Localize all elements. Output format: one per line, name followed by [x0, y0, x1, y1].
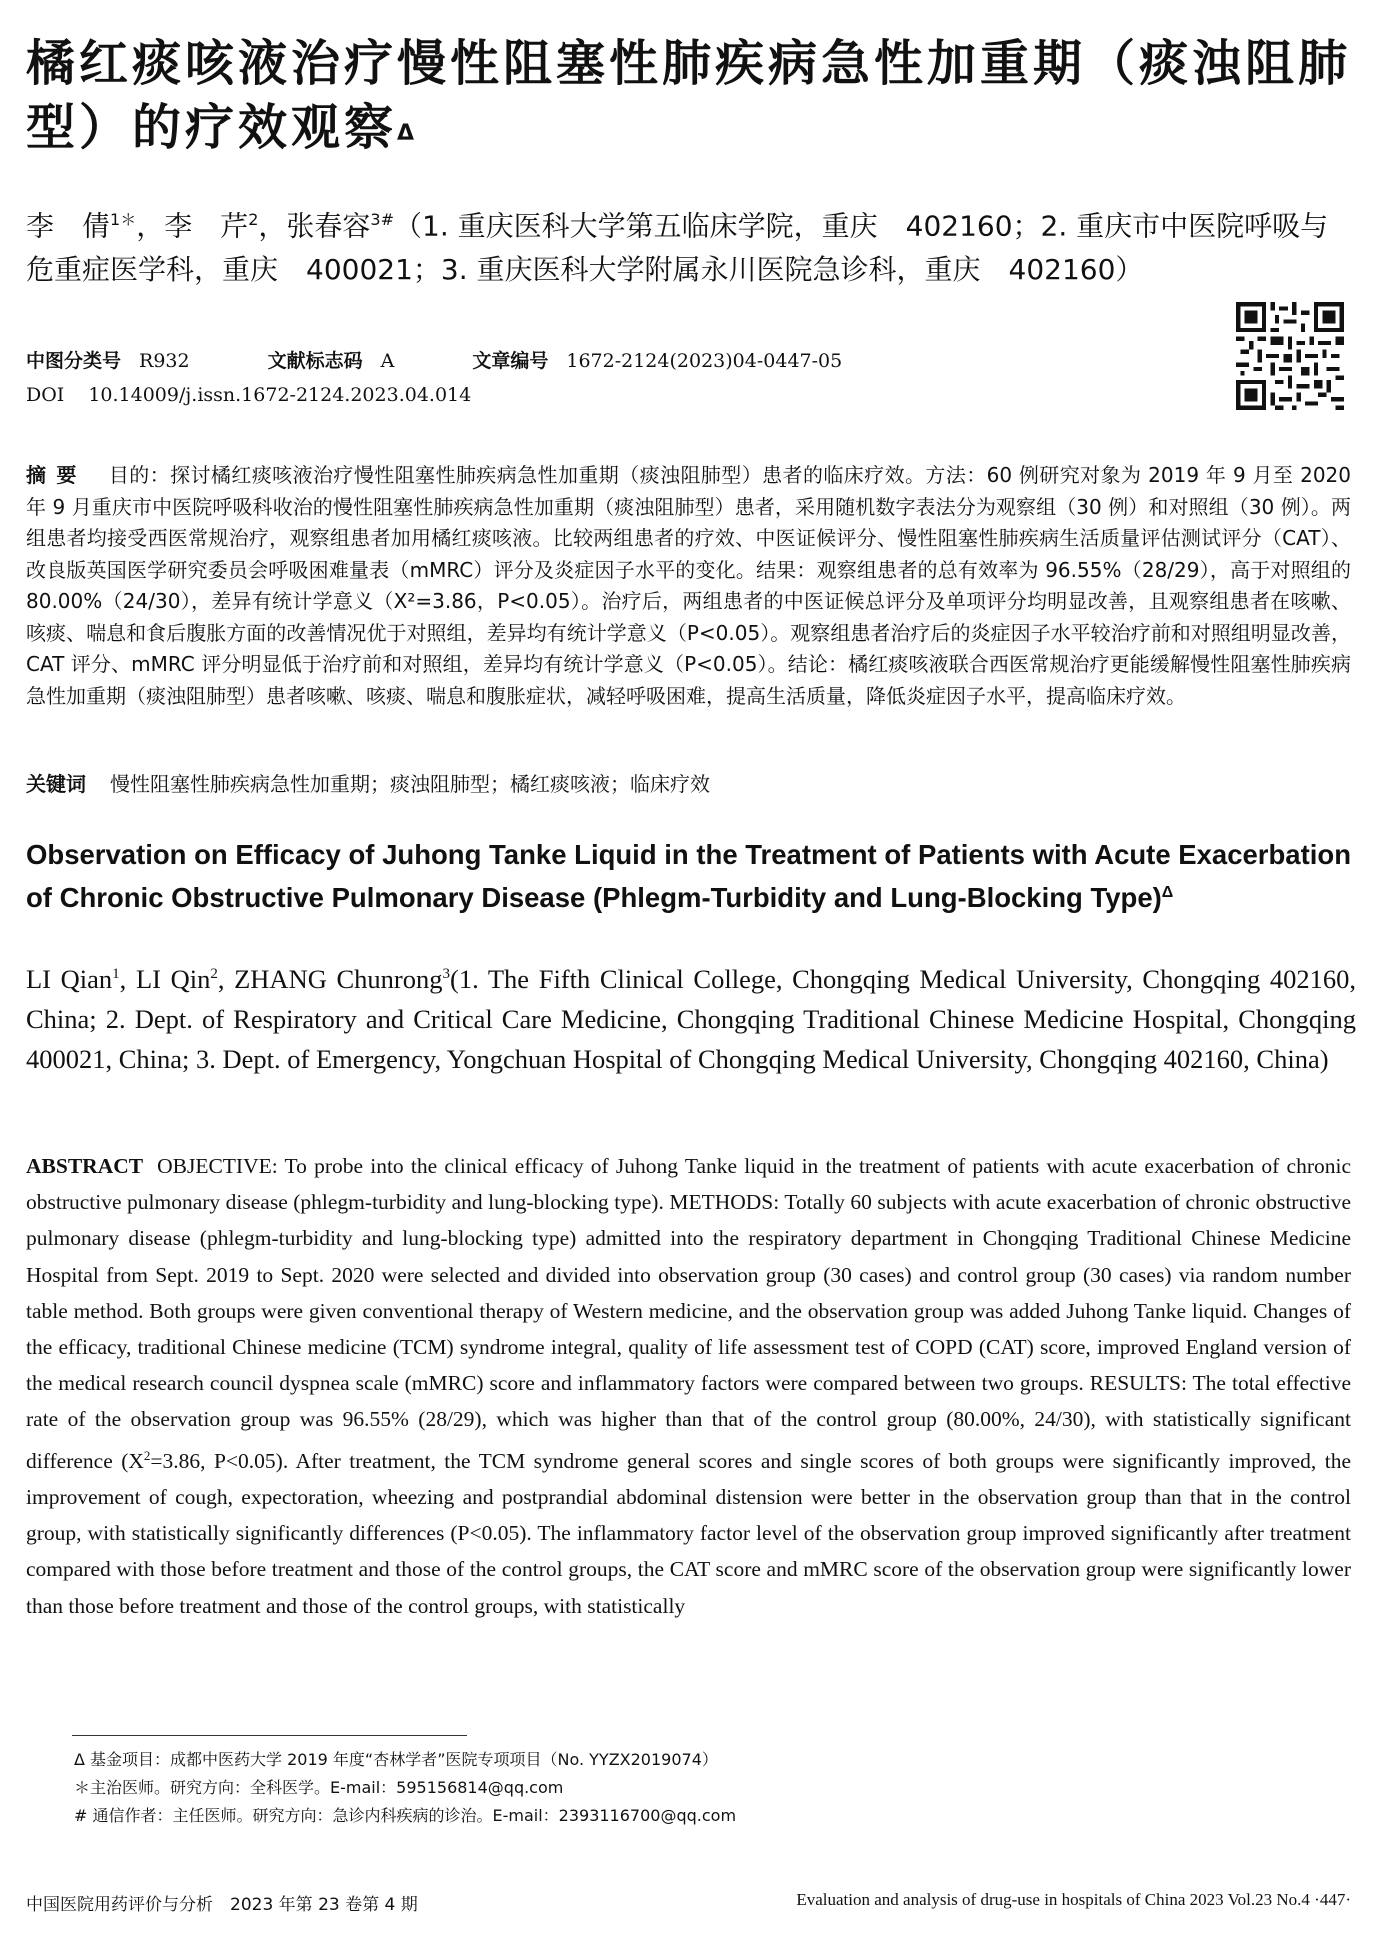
author-en-3-sup: 3: [442, 966, 450, 982]
footnote-author: ＊主治医师。研究方向：全科医学。E-mail：595156814@qq.com: [74, 1778, 564, 1797]
author-cn-1-sup: 1＊: [110, 210, 137, 229]
clc-value: R932: [139, 350, 190, 372]
footnote-divider: [72, 1735, 467, 1736]
abstract-en-text-2: =3.86, P<0.05). After treatment, the TCM syndrome general scores and single scores of both groups were significantly improved, the improvement of cough, expectoration, wheezing and postprandial abdominal distension were better in the observation group than that in the control group, with statistically significantly differences (P<0.05). The inflammatory factor level of the observation group improved significantly after treatment compared with those before treatment and those of the control groups, the CAT score and mMRC score of the observation group were significantly lower than those before treatment and those of the control groups, with statistically: [26, 1448, 1352, 1618]
footnote-fund: Δ 基金项目：成都中医药大学 2019 年度“杏林学者”医院专项项目（No. YYZX2019074）: [74, 1750, 718, 1769]
doi-value: 10.14009/j.issn.1672-2124.2023.04.014: [88, 384, 472, 406]
keywords-cn-text: 慢性阻塞性肺疾病急性加重期；痰浊阻肺型；橘红痰咳液；临床疗效: [110, 772, 710, 796]
keywords-cn: [26, 768, 710, 797]
keywords-cn-label: 关键词: [26, 772, 86, 796]
abstract-en-label: ABSTRACT: [26, 1154, 144, 1178]
authors-cn: [26, 198, 1356, 292]
authors-en: [26, 954, 1356, 1079]
title-en-fund-mark: Δ: [1161, 884, 1174, 901]
author-cn-1: 李 倩: [26, 209, 111, 243]
qr-code-icon[interactable]: [1236, 302, 1344, 410]
doi-line: [26, 384, 471, 406]
author-cn-2-sup: 2: [248, 210, 259, 229]
footer-journal-cn: 中国医院用药评价与分析 2023 年第 23 卷第 4 期: [26, 1895, 418, 1915]
title-en-text: Observation on Efficacy of Juhong Tanke Liquid in the Treatment of Patients with Acute Exacerbation of Chronic Obstructive Pulmonary Disease (Phlegm-Turbidity and Lung-Blocking Type): [26, 839, 1351, 914]
author-en-1-sup: 1: [112, 966, 120, 982]
article-no-label: 文章编号: [472, 350, 549, 372]
affiliations-en: (1. The Fifth Clinical College, Chongqing Medical University, Chongqing 402160, China; 2. Dept. of Respiratory and Critical Care Medicine, Chongqing Traditional Chinese Medicine Hospital, Chongqing 400021, China; 3. Dept. of Emergency, Yongchuan Hospital of Chongqing Medical University, Chongqing 402160, China): [26, 963, 1356, 1074]
author-cn-3-sup: 3#: [370, 210, 395, 229]
author-cn-3: ，张春容: [258, 209, 371, 243]
title-cn-text: 橘红痰咳液治疗慢性阻塞性肺疾病急性加重期（痰浊阻肺型）的疗效观察: [26, 35, 1352, 156]
affiliations-cn: （1. 重庆医科大学第五临床学院，重庆 402160；2. 重庆市中医院呼吸与危重症医学科，重庆 400021；3. 重庆医科大学附属永川医院急诊科，重庆 402160）: [26, 209, 1329, 287]
abstract-en-text-1: OBJECTIVE: To probe into the clinical efficacy of Juhong Tanke liquid in the treatment of patients with acute exacerbation of chronic obstructive pulmonary disease (phlegm-turbidity and lung-blocking type). METHODS: Totally 60 subjects with acute exacerbation of chronic obstructive pulmonary disease (phlegm-turbidity and lung-blocking type) admitted into the respiratory department in Chongqing Traditional Chinese Medicine Hospital from Sept. 2019 to Sept. 2020 were selected and divided into observation group (30 cases) and control group (30 cases) via random number table method. Both groups were given conventional therapy of Western medicine, and the observation group was added Juhong Tanke liquid. Changes of the efficacy, traditional Chinese medicine (TCM) syndrome integral, quality of life assessment test of COPD (CAT) score, improved England version of the medical research council dyspnea scale (mMRC) score and inflammatory factors were compared between two groups. RESULTS: The total effective rate of the observation group was 96.55% (28/29), which was higher than that of the control group (80.00%, 24/30), with statistically significant difference (X: [26, 1154, 1351, 1473]
article-title-en: [26, 836, 1351, 917]
clc-label: 中图分类号: [26, 350, 122, 372]
abstract-en: [26, 1148, 1351, 1624]
doc-code-label: 文献标志码: [267, 350, 363, 372]
abstract-cn-text: 目的：探讨橘红痰咳液治疗慢性阻塞性肺疾病急性加重期（痰浊阻肺型）患者的临床疗效。方法：60 例研究对象为 2019 年 9 月至 2020 年 9 月重庆市中医院呼吸科收治的慢性阻塞性肺疾病急性加重期（痰浊阻肺型）患者，采用随机数字表法分为观察组（30 例）和对照组（30 例）。两组患者均接受西医常规治疗，观察组患者加用橘红痰咳液。比较两组患者的疗效、中医证候评分、慢性阻塞性肺疾病生活质量评估测试评分（CAT）、改良版英国医学研究委员会呼吸困难量表（mMRC）评分及炎症因子水平的变化。结果：观察组患者的总有效率为 96.55%（28/29），高于对照组的 80.00%（24/30），差异有统计学意义（X²=3.86，P<0.05）。治疗后，两组患者的中医证候总评分及单项评分均明显改善，且观察组患者在咳嗽、咳痰、喘息和食后腹胀方面的改善情况优于对照组，差异均有统计学意义（P<0.05）。观察组患者治疗后的炎症因子水平较治疗前和对照组明显改善，CAT 评分、mMRC 评分明显低于治疗前和对照组，差异均有统计学意义（P<0.05）。结论：橘红痰咳液联合西医常规治疗更能缓解慢性阻塞性肺疾病急性加重期（痰浊阻肺型）患者咳嗽、咳痰、喘息和腹胀症状，减轻呼吸困难，提高生活质量，降低炎症因子水平，提高临床疗效。: [26, 463, 1352, 708]
author-cn-2: ，李 芹: [136, 209, 249, 243]
author-en-2-sup: 2: [210, 966, 218, 982]
classification-line: [26, 346, 842, 373]
footnote-corresponding: # 通信作者：主任医师。研究方向：急诊内科疾病的诊治。E-mail：2393116700@qq.com: [74, 1806, 737, 1825]
doi-label: DOI: [26, 384, 65, 406]
title-cn-fund-mark: Δ: [397, 121, 419, 146]
footnotes: [74, 1746, 1274, 1830]
author-en-3: , ZHANG Chunrong: [217, 963, 443, 994]
abstract-cn: [26, 460, 1351, 712]
footer-journal-en: Evaluation and analysis of drug-use in hospitals of China 2023 Vol.23 No.4 ·447·: [796, 1890, 1351, 1909]
abstract-cn-label: 摘要: [26, 463, 87, 487]
abstract-en-chi-sup: 2: [143, 1447, 151, 1463]
article-title-cn: [26, 32, 1356, 160]
author-en-1: LI Qian: [26, 963, 113, 994]
author-en-2: , LI Qin: [119, 963, 211, 994]
doc-code-value: A: [380, 350, 395, 372]
article-no-value: 1672-2124(2023)04-0447-05: [566, 350, 843, 372]
